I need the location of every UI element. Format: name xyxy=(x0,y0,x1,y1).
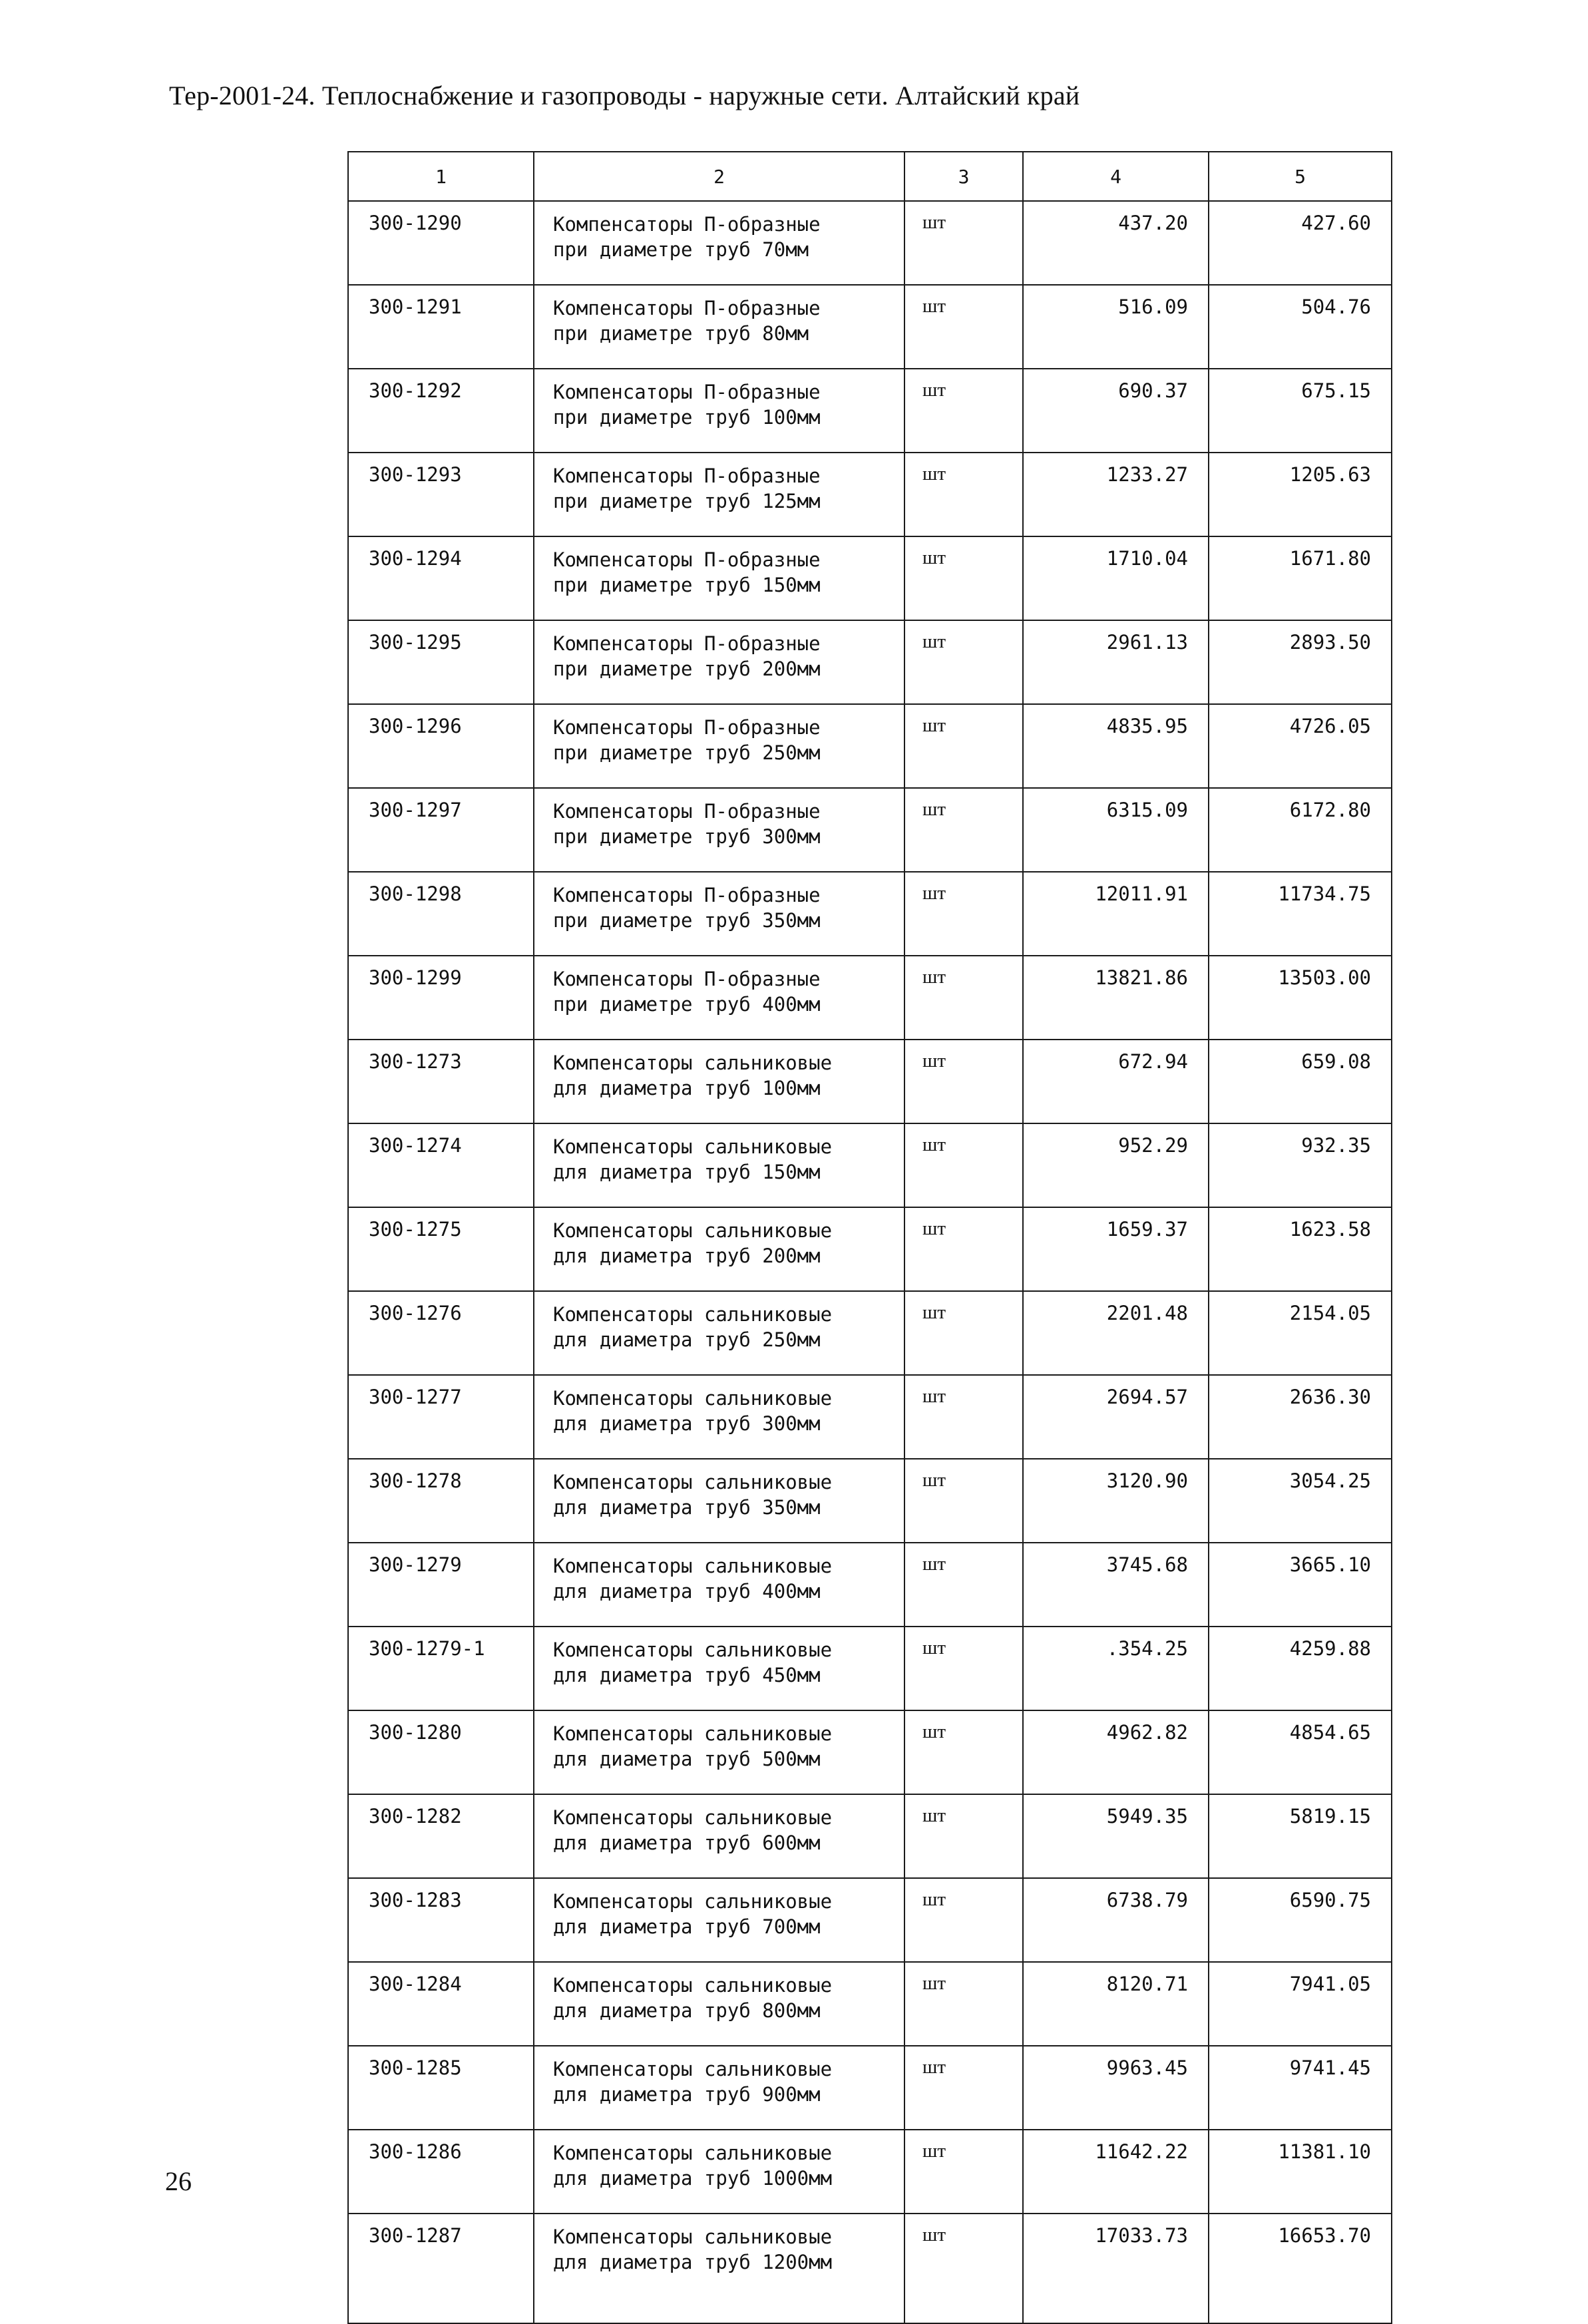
table-row xyxy=(348,704,1392,788)
resource-name-line-1: Компенсаторы сальниковые xyxy=(553,1974,833,1997)
price-col4-cell: 952.29 xyxy=(1023,1123,1209,1207)
unit-cell: шт xyxy=(904,536,1023,620)
unit-cell: шт xyxy=(904,872,1023,956)
resource-name-line-2: для диаметра труб 300мм xyxy=(553,1412,821,1435)
resource-name-cell xyxy=(534,536,904,620)
price-col4-cell: 12011.91 xyxy=(1023,872,1209,956)
resource-name-line-1: Компенсаторы П-образные xyxy=(553,716,821,739)
price-col4-cell: 6738.79 xyxy=(1023,1878,1209,1962)
resource-name-line-2: для диаметра труб 600мм xyxy=(553,1832,821,1854)
unit-cell: шт xyxy=(904,956,1023,1040)
page-header-title: Тер-2001-24. Теплоснабжение и газопроводы - наружные сети. Алтайский край xyxy=(169,81,1080,110)
price-col4-cell: 2694.57 xyxy=(1023,1375,1209,1459)
resource-name-line-1: Компенсаторы П-образные xyxy=(553,465,821,487)
price-col4-cell: 3745.68 xyxy=(1023,1543,1209,1627)
table-row xyxy=(348,1291,1392,1375)
resource-code-cell: 300-1277 xyxy=(348,1375,534,1459)
unit-cell: шт xyxy=(904,1040,1023,1123)
table-row xyxy=(348,536,1392,620)
resource-code-cell: 300-1292 xyxy=(348,369,534,453)
resource-code-cell: 300-1299 xyxy=(348,956,534,1040)
price-col4-cell: 672.94 xyxy=(1023,1040,1209,1123)
price-col5-cell: 2893.50 xyxy=(1209,620,1392,704)
unit-cell: шт xyxy=(904,1375,1023,1459)
price-col4-cell: 437.20 xyxy=(1023,201,1209,285)
resource-name-line-1: Компенсаторы сальниковые xyxy=(553,1387,833,1410)
resource-name-line-2: при диаметре труб 70мм xyxy=(553,238,809,261)
resource-name-line-1: Компенсаторы сальниковые xyxy=(553,1555,833,1577)
price-col4-cell: 1710.04 xyxy=(1023,536,1209,620)
resource-name-cell xyxy=(534,369,904,453)
unit-cell: шт xyxy=(904,788,1023,872)
unit-cell: шт xyxy=(904,1878,1023,1962)
resource-code-cell: 300-1298 xyxy=(348,872,534,956)
resource-name-line-2: при диаметре труб 150мм xyxy=(553,574,821,596)
resource-name-cell xyxy=(534,1794,904,1878)
resource-name-line-1: Компенсаторы П-образные xyxy=(553,800,821,823)
unit-cell: шт xyxy=(904,285,1023,369)
price-col5-cell: 5819.15 xyxy=(1209,1794,1392,1878)
resource-name-cell xyxy=(534,201,904,285)
price-col5-cell: 1623.58 xyxy=(1209,1207,1392,1291)
price-col5-cell: 427.60 xyxy=(1209,201,1392,285)
table-row xyxy=(348,872,1392,956)
table-row xyxy=(348,2130,1392,2214)
unit-cell: шт xyxy=(904,1207,1023,1291)
resource-name-line-1: Компенсаторы сальниковые xyxy=(553,2142,833,2164)
column-number-2: 2 xyxy=(534,152,904,201)
unit-cell: шт xyxy=(904,2130,1023,2214)
resource-name-line-2: для диаметра труб 400мм xyxy=(553,1580,821,1603)
resource-name-line-1: Компенсаторы сальниковые xyxy=(553,1135,833,1158)
price-col5-cell: 4259.88 xyxy=(1209,1627,1392,1710)
resource-name-cell xyxy=(534,1962,904,2046)
table-row xyxy=(348,453,1392,536)
column-number-4: 4 xyxy=(1023,152,1209,201)
resource-name-cell xyxy=(534,453,904,536)
resource-name-line-2: при диаметре труб 400мм xyxy=(553,993,821,1016)
table-header-row xyxy=(348,152,1392,201)
price-col5-cell: 3054.25 xyxy=(1209,1459,1392,1543)
table-row xyxy=(348,1543,1392,1627)
resource-name-line-2: для диаметра труб 1200мм xyxy=(553,2251,833,2273)
resource-code-cell: 300-1284 xyxy=(348,1962,534,2046)
resource-code-cell: 300-1282 xyxy=(348,1794,534,1878)
unit-cell: шт xyxy=(904,2046,1023,2130)
resource-name-line-2: для диаметра труб 900мм xyxy=(553,2083,821,2106)
unit-cell: шт xyxy=(904,1291,1023,1375)
table-row xyxy=(348,2214,1392,2323)
resource-name-line-2: для диаметра труб 100мм xyxy=(553,1077,821,1099)
price-col5-cell: 3665.10 xyxy=(1209,1543,1392,1627)
price-col4-cell: 8120.71 xyxy=(1023,1962,1209,2046)
price-col4-cell: 5949.35 xyxy=(1023,1794,1209,1878)
table-row xyxy=(348,620,1392,704)
price-col4-cell: 6315.09 xyxy=(1023,788,1209,872)
resource-code-cell: 300-1297 xyxy=(348,788,534,872)
unit-cell: шт xyxy=(904,1710,1023,1794)
resource-name-line-1: Компенсаторы сальниковые xyxy=(553,2058,833,2080)
resource-name-line-2: при диаметре труб 125мм xyxy=(553,490,821,512)
unit-cell: шт xyxy=(904,201,1023,285)
price-col5-cell: 2154.05 xyxy=(1209,1291,1392,1375)
price-col5-cell: 7941.05 xyxy=(1209,1962,1392,2046)
resource-name-line-2: для диаметра труб 350мм xyxy=(553,1496,821,1519)
resource-code-cell: 300-1290 xyxy=(348,201,534,285)
resource-name-cell xyxy=(534,1123,904,1207)
price-col4-cell: 4835.95 xyxy=(1023,704,1209,788)
resource-code-cell: 300-1283 xyxy=(348,1878,534,1962)
resource-name-cell xyxy=(534,788,904,872)
resource-code-cell: 300-1274 xyxy=(348,1123,534,1207)
unit-cell: шт xyxy=(904,1794,1023,1878)
resource-code-cell: 300-1278 xyxy=(348,1459,534,1543)
resource-code-cell: 300-1295 xyxy=(348,620,534,704)
column-number-3: 3 xyxy=(904,152,1023,201)
price-col5-cell: 6590.75 xyxy=(1209,1878,1392,1962)
resource-code-cell: 300-1273 xyxy=(348,1040,534,1123)
resource-name-line-2: для диаметра труб 200мм xyxy=(553,1245,821,1267)
resource-name-line-2: при диаметре труб 350мм xyxy=(553,909,821,932)
table-row xyxy=(348,1878,1392,1962)
resource-name-line-1: Компенсаторы сальниковые xyxy=(553,1722,833,1745)
price-col4-cell: 3120.90 xyxy=(1023,1459,1209,1543)
price-col4-cell: 690.37 xyxy=(1023,369,1209,453)
resource-name-cell xyxy=(534,2130,904,2214)
resource-name-line-2: для диаметра труб 450мм xyxy=(553,1664,821,1686)
price-col5-cell: 932.35 xyxy=(1209,1123,1392,1207)
price-col5-cell: 1205.63 xyxy=(1209,453,1392,536)
unit-cell: шт xyxy=(904,1459,1023,1543)
table-row xyxy=(348,1459,1392,1543)
resource-code-cell: 300-1276 xyxy=(348,1291,534,1375)
price-col5-cell: 504.76 xyxy=(1209,285,1392,369)
price-col4-cell: 1659.37 xyxy=(1023,1207,1209,1291)
table-row xyxy=(348,369,1392,453)
resource-name-line-2: для диаметра труб 800мм xyxy=(553,1999,821,2022)
resource-code-cell: 300-1296 xyxy=(348,704,534,788)
resource-name-line-1: Компенсаторы П-образные xyxy=(553,884,821,906)
price-table xyxy=(347,151,1392,2324)
resource-name-line-2: при диаметре труб 250мм xyxy=(553,741,821,764)
resource-name-cell xyxy=(534,872,904,956)
resource-name-cell xyxy=(534,2214,904,2323)
resource-code-cell: 300-1279-1 xyxy=(348,1627,534,1710)
resource-name-cell xyxy=(534,1040,904,1123)
unit-cell: шт xyxy=(904,1627,1023,1710)
resource-name-cell xyxy=(534,1291,904,1375)
resource-name-line-1: Компенсаторы сальниковые xyxy=(553,2226,833,2248)
resource-code-cell: 300-1287 xyxy=(348,2214,534,2323)
price-col4-cell: 4962.82 xyxy=(1023,1710,1209,1794)
resource-name-line-2: при диаметре труб 100мм xyxy=(553,406,821,429)
resource-code-cell: 300-1285 xyxy=(348,2046,534,2130)
price-col5-cell: 2636.30 xyxy=(1209,1375,1392,1459)
resource-name-line-1: Компенсаторы П-образные xyxy=(553,632,821,655)
resource-name-cell xyxy=(534,1710,904,1794)
resource-name-cell xyxy=(534,1375,904,1459)
resource-name-line-1: Компенсаторы сальниковые xyxy=(553,1303,833,1326)
resource-code-cell: 300-1293 xyxy=(348,453,534,536)
column-number-5: 5 xyxy=(1209,152,1392,201)
price-col5-cell: 1671.80 xyxy=(1209,536,1392,620)
price-col4-cell: 13821.86 xyxy=(1023,956,1209,1040)
table-row xyxy=(348,1207,1392,1291)
unit-cell: шт xyxy=(904,1543,1023,1627)
table-row xyxy=(348,1375,1392,1459)
resource-name-cell xyxy=(534,285,904,369)
resource-name-line-2: для диаметра труб 700мм xyxy=(553,1915,821,1938)
price-col4-cell: 2961.13 xyxy=(1023,620,1209,704)
price-col4-cell: 2201.48 xyxy=(1023,1291,1209,1375)
resource-name-line-1: Компенсаторы сальниковые xyxy=(553,1639,833,1661)
price-col5-cell: 11381.10 xyxy=(1209,2130,1392,2214)
resource-name-cell xyxy=(534,956,904,1040)
resource-name-line-2: при диаметре труб 200мм xyxy=(553,658,821,680)
resource-name-line-1: Компенсаторы П-образные xyxy=(553,213,821,236)
resource-code-cell: 300-1286 xyxy=(348,2130,534,2214)
resource-name-cell xyxy=(534,1207,904,1291)
price-col5-cell: 4726.05 xyxy=(1209,704,1392,788)
resource-code-cell: 300-1294 xyxy=(348,536,534,620)
resource-name-line-1: Компенсаторы П-образные xyxy=(553,548,821,571)
resource-name-line-2: для диаметра труб 150мм xyxy=(553,1161,821,1183)
unit-cell: шт xyxy=(904,704,1023,788)
table-row xyxy=(348,1627,1392,1710)
unit-cell: шт xyxy=(904,620,1023,704)
resource-name-line-1: Компенсаторы П-образные xyxy=(553,297,821,319)
resource-name-line-1: Компенсаторы сальниковые xyxy=(553,1890,833,1913)
price-col4-cell: 516.09 xyxy=(1023,285,1209,369)
table-row xyxy=(348,956,1392,1040)
resource-name-line-1: Компенсаторы сальниковые xyxy=(553,1219,833,1242)
resource-name-cell xyxy=(534,1878,904,1962)
resource-code-cell: 300-1279 xyxy=(348,1543,534,1627)
resource-name-line-1: Компенсаторы сальниковые xyxy=(553,1471,833,1493)
price-col5-cell: 13503.00 xyxy=(1209,956,1392,1040)
resource-name-line-2: для диаметра труб 1000мм xyxy=(553,2167,833,2190)
price-col4-cell: 9963.45 xyxy=(1023,2046,1209,2130)
unit-cell: шт xyxy=(904,2214,1023,2323)
price-col5-cell: 4854.65 xyxy=(1209,1710,1392,1794)
price-col5-cell: 6172.80 xyxy=(1209,788,1392,872)
resource-name-line-2: при диаметре труб 300мм xyxy=(553,825,821,848)
resource-name-cell xyxy=(534,704,904,788)
table-row xyxy=(348,1040,1392,1123)
table-row xyxy=(348,201,1392,285)
table-row xyxy=(348,2046,1392,2130)
resource-code-cell: 300-1275 xyxy=(348,1207,534,1291)
resource-name-line-1: Компенсаторы сальниковые xyxy=(553,1052,833,1074)
unit-cell: шт xyxy=(904,1962,1023,2046)
table-row xyxy=(348,1962,1392,2046)
price-col4-cell: .354.25 xyxy=(1023,1627,1209,1710)
unit-cell: шт xyxy=(904,453,1023,536)
resource-name-line-1: Компенсаторы П-образные xyxy=(553,968,821,990)
resource-name-cell xyxy=(534,2046,904,2130)
resource-name-line-2: для диаметра труб 500мм xyxy=(553,1748,821,1770)
price-col4-cell: 1233.27 xyxy=(1023,453,1209,536)
table-row xyxy=(348,1794,1392,1878)
unit-cell: шт xyxy=(904,369,1023,453)
price-col5-cell: 675.15 xyxy=(1209,369,1392,453)
resource-code-cell: 300-1291 xyxy=(348,285,534,369)
resource-name-line-1: Компенсаторы П-образные xyxy=(553,381,821,403)
resource-code-cell: 300-1280 xyxy=(348,1710,534,1794)
price-col4-cell: 11642.22 xyxy=(1023,2130,1209,2214)
resource-name-cell xyxy=(534,1543,904,1627)
price-col5-cell: 11734.75 xyxy=(1209,872,1392,956)
resource-name-cell xyxy=(534,1627,904,1710)
resource-name-line-1: Компенсаторы сальниковые xyxy=(553,1806,833,1829)
table-row xyxy=(348,788,1392,872)
column-number-1: 1 xyxy=(348,152,534,201)
price-col5-cell: 16653.70 xyxy=(1209,2214,1392,2323)
unit-cell: шт xyxy=(904,1123,1023,1207)
price-col4-cell: 17033.73 xyxy=(1023,2214,1209,2323)
resource-name-cell xyxy=(534,1459,904,1543)
resource-name-line-2: при диаметре труб 80мм xyxy=(553,322,809,345)
price-col5-cell: 9741.45 xyxy=(1209,2046,1392,2130)
price-col5-cell: 659.08 xyxy=(1209,1040,1392,1123)
table-row xyxy=(348,1123,1392,1207)
table-row xyxy=(348,1710,1392,1794)
page-number: 26 xyxy=(165,2166,192,2196)
resource-name-cell xyxy=(534,620,904,704)
resource-name-line-2: для диаметра труб 250мм xyxy=(553,1328,821,1351)
table-row xyxy=(348,285,1392,369)
